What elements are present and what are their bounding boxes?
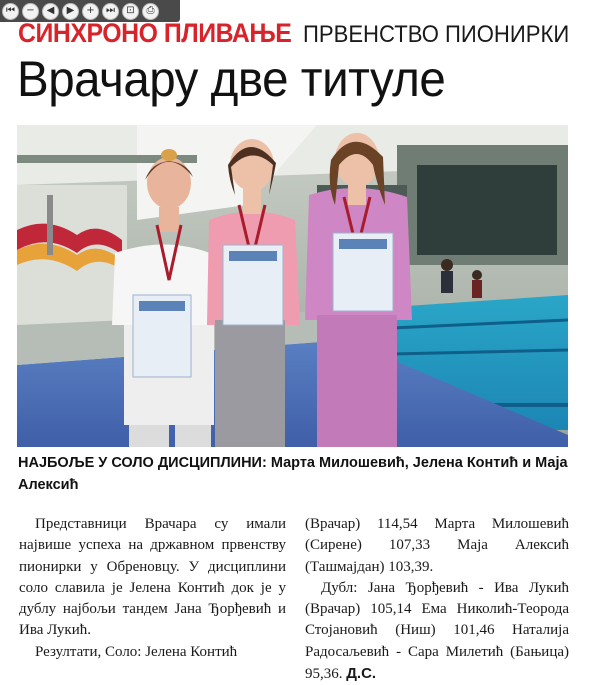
zoom-in-icon[interactable]: + (82, 3, 99, 20)
section-label: СИНХРОНО ПЛИВАЊЕ (18, 18, 292, 48)
last-page-icon[interactable]: ⏭ (102, 3, 119, 20)
duet-results-text: Дубл: Јана Ђорђевић - Ива Лукић (Врачар) 105,14 Ема Николић-Теорода Стојановић (Ниш) 101,46 Наталија Радосаљевић - Сара Милетић (Бањица) 95,36. (305, 579, 569, 683)
paragraph-intro: Представници Врачара су имали највише успеха на државном првенству пионирки у Обреновцу. У дисциплини соло славила је Јелена Контић док је у дублу најбољи тандем Јана Ђорђевић и Ива Лукић. (19, 516, 286, 639)
paragraph-results-start: Резултати, Соло: Јелена Контић (35, 643, 238, 660)
zoom-out-icon[interactable]: − (22, 3, 39, 20)
photo-caption: НАЈБОЉЕ У СОЛО ДИСЦИПЛИНИ: Марта Милошевић, Јелена Контић и Маја Алексић (18, 455, 568, 493)
first-page-icon[interactable]: ⏮ (2, 3, 19, 20)
article-column-1 (19, 514, 286, 663)
section-sublabel: ПРВЕНСТВО ПИОНИРКИ (303, 21, 570, 48)
next-page-icon[interactable]: ▶ (62, 3, 79, 20)
photo-illustration (17, 125, 568, 447)
author-signature: Д.С. (346, 665, 377, 683)
article-photo (17, 125, 568, 447)
print-icon[interactable]: ⎙ (142, 3, 159, 20)
headline: Врачару две титуле (17, 51, 446, 107)
paragraph-duet-results (305, 578, 569, 685)
fit-page-icon[interactable]: ⊡ (122, 3, 139, 20)
article-kicker (18, 18, 593, 48)
prev-page-icon[interactable]: ◀ (42, 3, 59, 20)
article-column-2 (305, 514, 569, 685)
paragraph-solo-results: (Врачар) 114,54 Марта Милошевић (Сирене) 107,33 Маја Алексић (Ташмајдан) 103,39. (305, 516, 569, 575)
